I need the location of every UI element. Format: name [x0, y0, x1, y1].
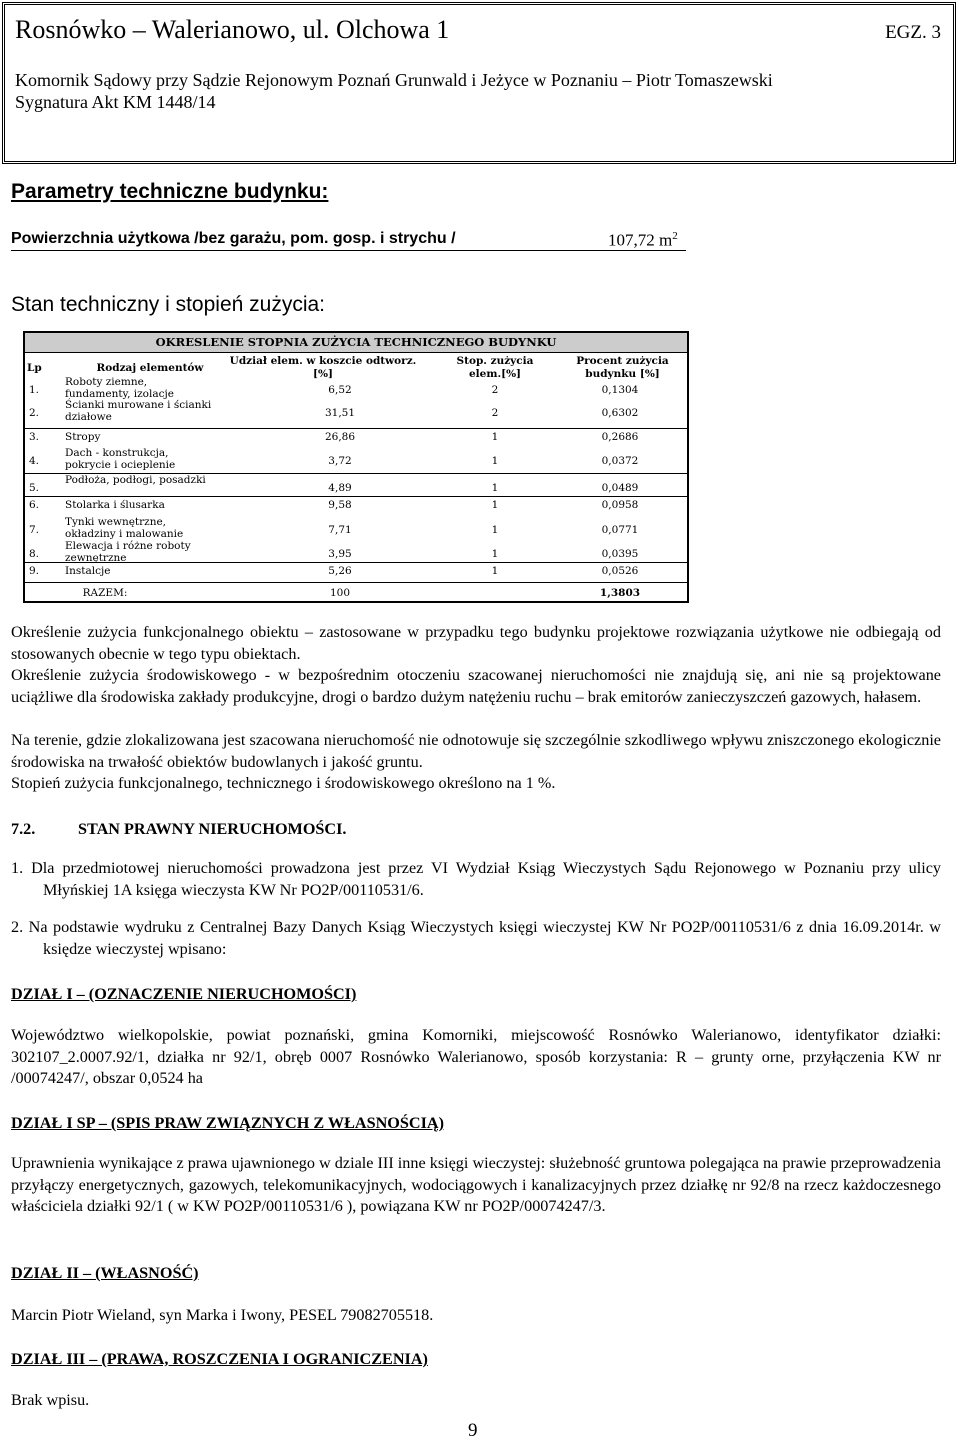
row-percent: 0,1304: [601, 384, 639, 396]
section-1sp-title: DZIAŁ I SP – (SPIS PRAW ZWIĄZNYCH Z WŁASNOŚCIĄ): [11, 1114, 444, 1132]
row-degree: 1: [491, 455, 499, 467]
row-divider: [25, 428, 687, 429]
legal-heading: STAN PRAWNY NIERUCHOMOŚCI.: [78, 820, 347, 838]
bailiff-line: Komornik Sądowy przy Sądzie Rejonowym Poznań Grunwald i Jeżyce w Poznaniu – Piotr Tomaszewski: [15, 70, 773, 90]
total-divider: [25, 582, 687, 583]
paragraph-terrain: Na terenie, gdzie zlokalizowana jest szacowana nieruchomość nie odnotowuje się szczególnie szkodliwego wpływu zniszczonego ekologicznie środowiska na trwałość obiektów budowlanych i jakość gruntu.: [11, 731, 941, 771]
paragraph-environmental: Określenie zużycia środowiskowego - w bezpośrednim otoczeniu szacowanej nieruchomości nie znajdują się, ani nie są projektowane uciążliwe dla środowiska zakłady produkcyjne, drogi o bardzo dużym natężeniu ruchu – brak emitorów zanieczyszczeń gazowych, hałasem.: [11, 666, 941, 706]
row-element: Stolarka i ślusarka: [65, 499, 165, 511]
row-degree: 1: [491, 565, 499, 577]
header-box: [2, 2, 956, 164]
row-number: 5.: [29, 482, 40, 494]
row-number: 4.: [29, 455, 40, 467]
row-divider: [25, 562, 687, 563]
row-divider: [25, 496, 687, 497]
row-share: 3,95: [328, 548, 352, 560]
row-share: 9,58: [328, 499, 352, 511]
case-reference: Sygnatura Akt KM 1448/14: [15, 92, 216, 112]
row-degree: 2: [491, 407, 499, 419]
area-value: 107,72 $m^2$: [608, 230, 678, 250]
col-element: Rodzaj elementów: [96, 362, 204, 374]
col-percent: Procent zużycia budynku [%]: [576, 355, 669, 380]
row-number: 6.: [29, 499, 40, 511]
legal-item-1: 1. Dla przedmiotowej nieruchomości prowadzona jest przez VI Wydział Ksiąg Wieczystych Sądu Rejonowego w Poznaniu przy ulicy Młyńskiej 1A księga wieczysta KW Nr PO2P/00110531/6.: [11, 859, 941, 899]
section-3-title: DZIAŁ III – (PRAWA, ROSZCZENIA I OGRANICZENIA): [11, 1350, 428, 1368]
row-number: 2.: [29, 407, 40, 419]
row-element: Instalcje: [65, 565, 111, 577]
col-degree: Stop. zużycia elem.[%]: [456, 355, 534, 380]
row-percent: 0,0958: [601, 499, 639, 511]
section-1sp-text: Uprawnienia wynikające z prawa ujawnionego w dziale III inne księgi wieczystej: służebność gruntowa polegająca na prawie przeprowadzenia przyłączy energetycznych, gazowych, telekomunikacyjnych, wodociągowych i kanalizacyjnych przez działkę nr 92/8 na rzecz każdoczesnego właściciela działki 92/1 ( w KW PO2P/00110531/6 ), powiązana KW nr PO2P/00074247/3.: [11, 1154, 941, 1215]
row-share: 31,51: [324, 407, 356, 419]
row-element: Podłoża, podłogi, posadzki: [65, 474, 206, 486]
row-share: 26,86: [324, 431, 356, 443]
copy-number: EGZ. 3: [885, 22, 941, 43]
row-number: 9.: [29, 565, 40, 577]
row-percent: 0,0372: [601, 455, 639, 467]
row-degree: 1: [491, 431, 499, 443]
section-1-text: Województwo wielkopolskie, powiat poznański, gmina Komorniki, miejscowość Rosnówko Walerianowo, identyfikator działki: 302107_2.0007.92/1, działka nr 92/1, obręb 0007 Rosnówko Walerianowo, sposób korzystania: R – grunty orne, przyłączenia KW nr /00074247/, obszar 0,0524 ha: [11, 1026, 941, 1087]
table-title: OKRESLENIE STOPNIA ZUŻYCIA TECHNICZNEGO BUDYNKU: [25, 333, 687, 353]
paragraph-degree: Stopień zużycia funkcjonalnego, technicznego i środowiskowego określono na 1 %.: [11, 774, 556, 792]
row-divider: [25, 473, 687, 474]
paragraph-functional: Określenie zużycia funkcjonalnego obiektu – zastosowane w przypadku tego budynku projektowe rozwiązania użytkowe nie odbiegają od stosowanych obecnie w tego typu obiektach.: [11, 623, 941, 663]
legal-item-2: 2. Na podstawie wydruku z Centralnej Bazy Danych Ksiąg Wieczystych księgi wieczystej KW Nr PO2P/00110531/6 z dnia 16.09.2014r. w księdze wieczystej wpisano:: [11, 918, 941, 958]
total-label: RAZEM:: [82, 587, 128, 599]
total-percent: 1,3803: [599, 587, 641, 599]
row-degree: 1: [491, 524, 499, 536]
section-1-title: DZIAŁ I – (OZNACZENIE NIERUCHOMOŚCI): [11, 985, 357, 1003]
row-degree: 1: [491, 548, 499, 560]
section-2-title: DZIAŁ II – (WŁASNOŚĆ): [11, 1264, 199, 1282]
row-percent: 0,6302: [601, 407, 639, 419]
wear-table: [23, 331, 689, 603]
area-label: Powierzchnia użytkowa /bez garażu, pom. gosp. i strychu /: [11, 230, 456, 247]
section-2-text: Marcin Piotr Wieland, syn Marka i Iwony, PESEL 79082705518.: [11, 1306, 434, 1324]
row-percent: 0,0771: [601, 524, 639, 536]
params-title: Parametry techniczne budynku:: [11, 180, 329, 203]
row-share: 7,71: [328, 524, 352, 536]
area-line: [11, 230, 686, 251]
col-lp: Lp: [27, 362, 42, 374]
row-element: Stropy: [65, 431, 101, 443]
row-element: Elewacja i różne roboty zewnętrzne: [65, 540, 191, 564]
row-number: 1.: [29, 384, 40, 396]
document-title: Rosnówko – Walerianowo, ul. Olchowa 1: [15, 15, 450, 44]
total-share: 100: [329, 587, 351, 599]
row-degree: 1: [491, 499, 499, 511]
row-degree: 2: [491, 384, 499, 396]
row-number: 7.: [29, 524, 40, 536]
row-degree: 1: [491, 482, 499, 494]
row-percent: 0,0489: [601, 482, 639, 494]
condition-title: Stan techniczny i stopień zużycia:: [11, 293, 325, 316]
row-share: 5,26: [328, 565, 352, 577]
row-element: Ścianki murowane i ścianki działowe: [65, 399, 212, 423]
row-percent: 0,2686: [601, 431, 639, 443]
row-share: 4,89: [328, 482, 352, 494]
row-percent: 0,0526: [601, 565, 639, 577]
row-share: 6,52: [328, 384, 352, 396]
row-percent: 0,0395: [601, 548, 639, 560]
row-number: 8.: [29, 548, 40, 560]
section-3-text: Brak wpisu.: [11, 1391, 90, 1409]
col-share: Udział elem. w koszcie odtworz. [%]: [229, 355, 417, 380]
legal-heading-number: 7.2.: [11, 820, 36, 838]
row-element: Roboty ziemne, fundamenty, izolacje: [65, 376, 174, 400]
page-number: 9: [468, 1420, 478, 1441]
row-element: Tynki wewnętrzne, okładziny i malowanie: [65, 516, 184, 540]
row-share: 3,72: [328, 455, 352, 467]
row-number: 3.: [29, 431, 40, 443]
row-element: Dach - konstrukcja, pokrycie i ocieplenie: [65, 447, 176, 471]
